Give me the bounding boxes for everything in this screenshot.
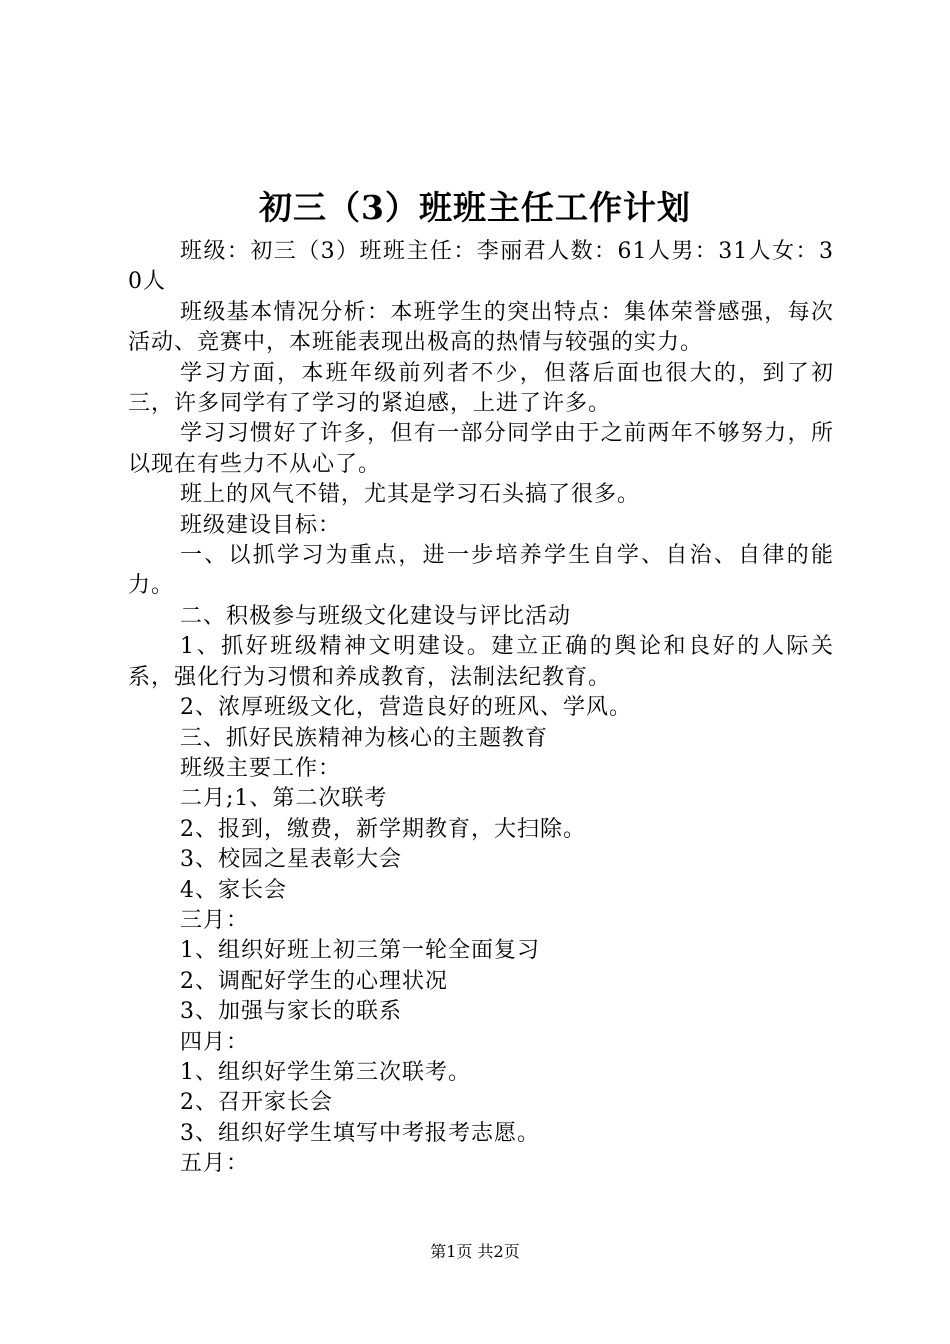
paragraph: 学习方面，本班年级前列者不少，但落后面也很大的，到了初三，许多同学有了学习的紧迫感，上进了许多。 <box>128 360 834 417</box>
document-title: 初三（3）班班主任工作计划 <box>259 188 691 227</box>
paragraph: 1、抓好班级精神文明建设。建立正确的舆论和良好的人际关系，强化行为习惯和养成教育，法制法纪教育。 <box>128 634 834 690</box>
paragraph: 2、调配好学生的心理状况 <box>180 968 448 994</box>
paragraph: 3、加强与家长的联系 <box>180 999 402 1025</box>
page-footer: 第1页 共2页 <box>430 1242 520 1261</box>
paragraph: 三、抓好民族精神为核心的主题教育 <box>180 725 549 751</box>
paragraph: 班上的风气不错，尤其是学习石头搞了很多。 <box>180 482 641 508</box>
paragraph: 二月;1、第二次联考 <box>180 786 388 812</box>
paragraph: 一、以抓学习为重点，进一步培养学生自学、自治、自律的能力。 <box>128 543 834 599</box>
paragraph: 学习习惯好了许多，但有一部分同学由于之前两年不够努力，所以现在有些力不从心了。 <box>128 421 834 477</box>
paragraph: 三月： <box>180 907 250 933</box>
paragraph: 班级基本情况分析：本班学生的突出特点：集体荣誉感强，每次活动、竞赛中，本班能表现出极高的热情与较强的实力。 <box>128 299 834 356</box>
paragraph: 四月： <box>180 1029 250 1055</box>
paragraph: 2、召开家长会 <box>180 1090 333 1116</box>
document-body <box>128 237 834 1180</box>
paragraph: 4、家长会 <box>180 877 287 903</box>
paragraph: 班级建设目标： <box>180 512 342 538</box>
paragraph: 3、组织好学生填写中考报考志愿。 <box>180 1120 540 1146</box>
paragraph: 五月： <box>180 1151 250 1177</box>
paragraph: 班级主要工作： <box>180 755 342 781</box>
paragraph: 1、组织好班上初三第一轮全面复习 <box>180 938 540 964</box>
paragraph: 3、校园之星表彰大会 <box>180 847 402 873</box>
paragraph: 1、组织好学生第三次联考。 <box>180 1059 471 1085</box>
paragraph: 二、积极参与班级文化建设与评比活动 <box>180 603 572 629</box>
paragraph: 2、浓厚班级文化，营造良好的班风、学风。 <box>180 695 632 721</box>
paragraph: 2、报到，缴费，新学期教育，大扫除。 <box>180 816 586 842</box>
paragraph: 班级：初三（3）班班主任：李丽君人数：61人男：31人女：30人 <box>128 239 834 295</box>
